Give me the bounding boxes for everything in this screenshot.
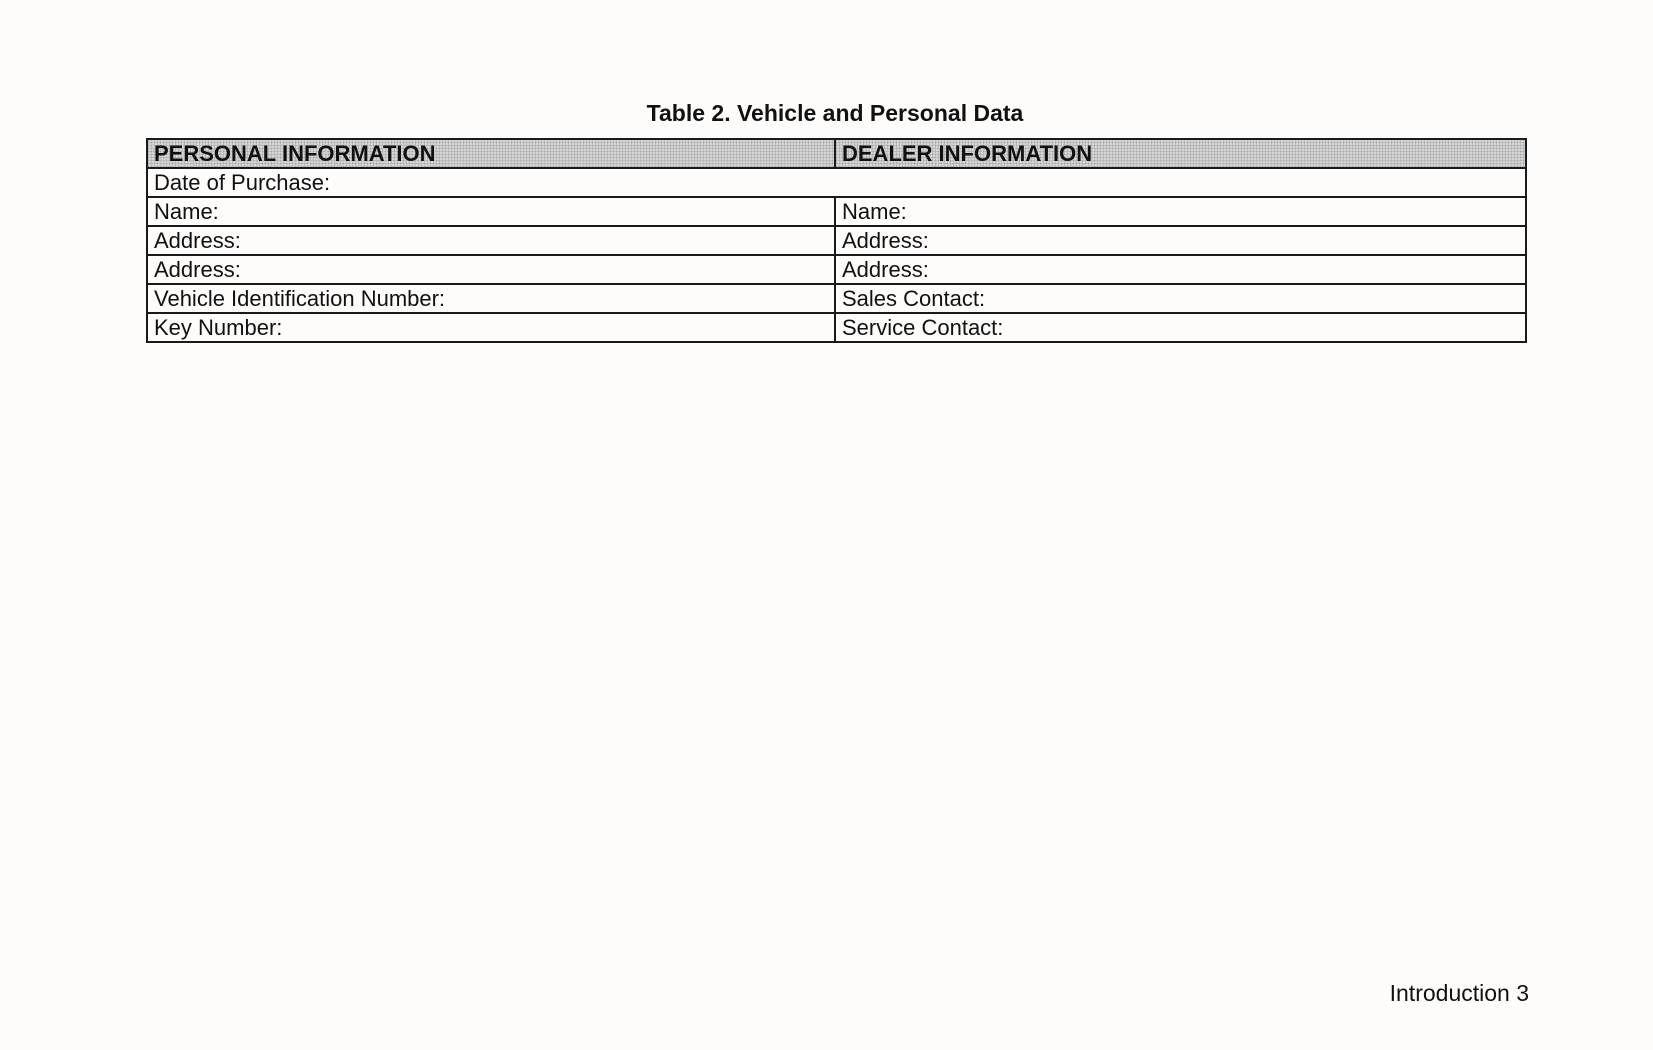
table-row [147, 255, 1526, 284]
table-row [147, 226, 1526, 255]
personal-cell: Name: [147, 197, 835, 226]
page-footer: Introduction 3 [1389, 980, 1529, 1006]
table-row-date-of-purchase [147, 168, 1526, 197]
dealer-cell: Address: [835, 226, 1526, 255]
date-of-purchase-cell: Date of Purchase: [147, 168, 1526, 197]
personal-cell: Vehicle Identification Number: [147, 284, 835, 313]
dealer-cell: Address: [835, 255, 1526, 284]
header-dealer-information: DEALER INFORMATION [835, 139, 1526, 168]
table-row [147, 284, 1526, 313]
personal-cell: Address: [147, 226, 835, 255]
table-title: Table 2. Vehicle and Personal Data [646, 100, 1024, 126]
vehicle-personal-data-table [146, 138, 1527, 343]
header-personal-information: PERSONAL INFORMATION [147, 139, 835, 168]
table-row [147, 313, 1526, 342]
dealer-cell: Service Contact: [835, 313, 1526, 342]
dealer-cell: Sales Contact: [835, 284, 1526, 313]
table-header-row [147, 139, 1526, 168]
personal-cell: Address: [147, 255, 835, 284]
dealer-cell: Name: [835, 197, 1526, 226]
personal-cell: Key Number: [147, 313, 835, 342]
table-row [147, 197, 1526, 226]
